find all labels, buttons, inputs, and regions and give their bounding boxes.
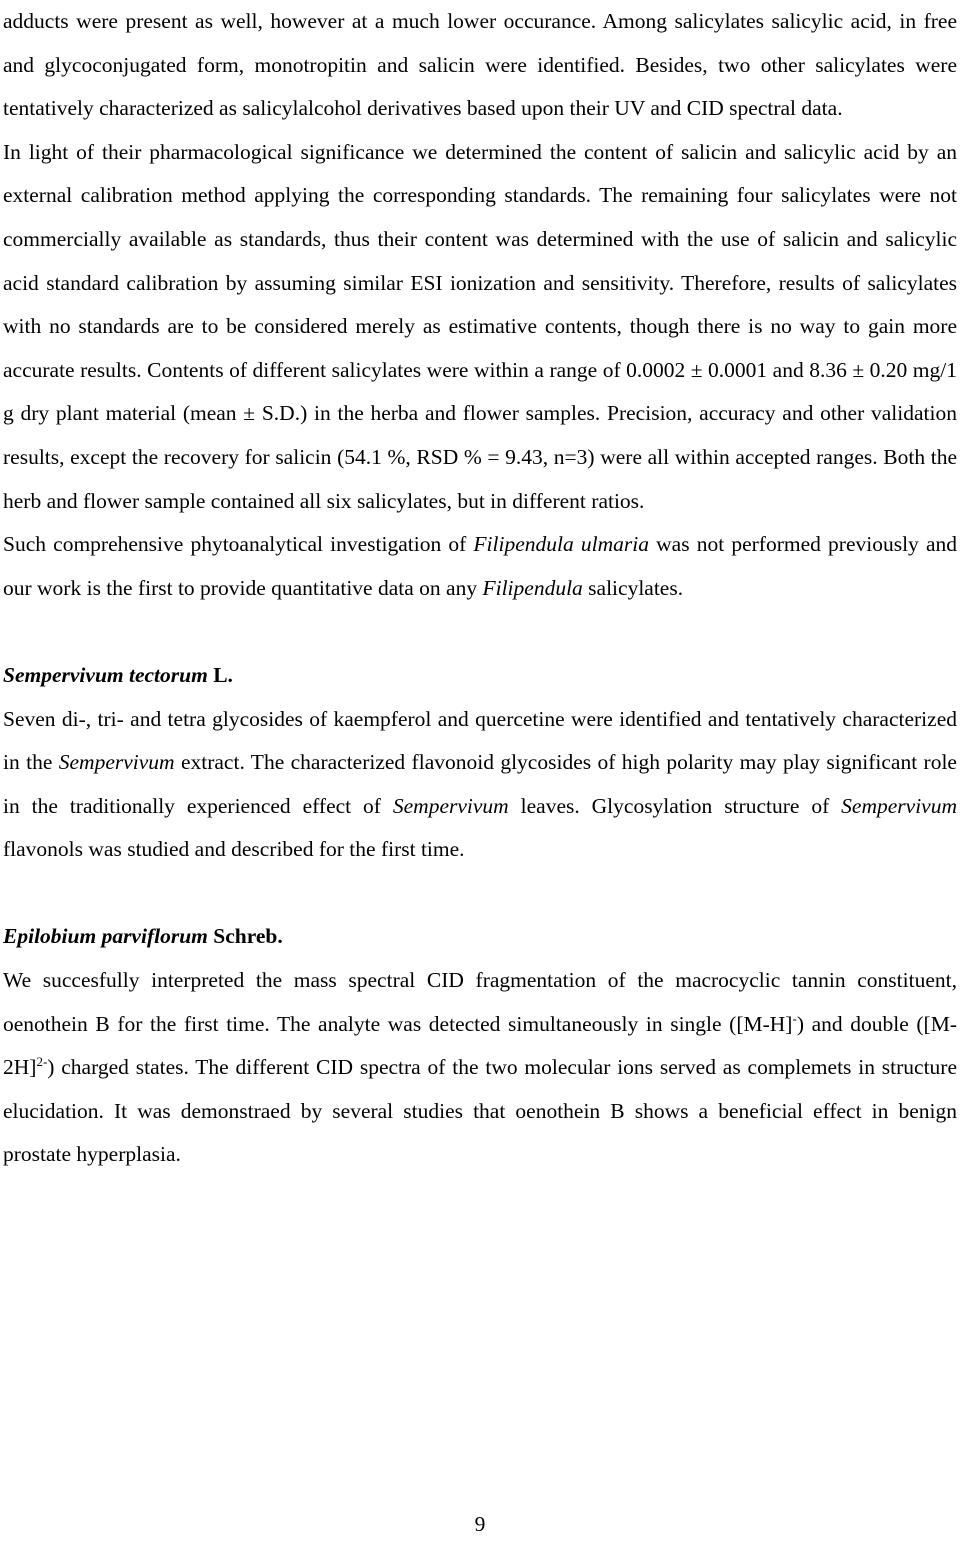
paragraph-text-segment: Seven di-, tri- and tetra glycosides of kaempferol and quercetine were identified and tentatively characterized in the bbox=[3, 706, 957, 775]
paragraph-text-segment: leaves. Glycosylation structure of bbox=[508, 793, 842, 818]
paragraph-salicylates-identification bbox=[3, 0, 957, 131]
paragraph-text-segment: Such comprehensive phytoanalytical investigation of bbox=[3, 532, 474, 557]
species-name: Filipendula ulmaria bbox=[473, 532, 649, 557]
species-name: Sempervivum tectorum bbox=[3, 662, 208, 687]
section-heading-epilobium bbox=[3, 915, 957, 959]
paragraph-salicylates-quantification bbox=[3, 131, 957, 523]
paragraph-text-segment: We succesfully interpreted the mass spectral CID fragmentation of the macrocyclic tannin constituent, oenothein B for the first time. The analyte was detected simultaneously in single ([M-H] bbox=[3, 968, 957, 1036]
genus-name: Sempervivum bbox=[392, 793, 509, 818]
paragraph-text-segment: ) charged states. The different CID spectra of the two molecular ions served as complemets in structure elucidation. It was demonstraed by several studies that oenothein B shows a beneficial effect in benign prostate hyperplasia. bbox=[3, 1055, 957, 1167]
genus-name: Sempervivum bbox=[58, 750, 175, 775]
paragraph-oenothein-b bbox=[3, 959, 957, 1177]
section-spacer bbox=[3, 872, 957, 916]
ion-charge-superscript: 2- bbox=[36, 1054, 48, 1070]
paragraph-text-segment: was not performed previously and our work is the first to provide quantitative data on any bbox=[3, 532, 957, 600]
paragraph-text-segment: salicylates. bbox=[582, 575, 684, 600]
section-heading-sempervivum bbox=[3, 654, 957, 698]
species-name: Epilobium parviflorum bbox=[3, 924, 208, 949]
authority-abbreviation: Schreb. bbox=[207, 924, 283, 949]
genus-name: Filipendula bbox=[482, 575, 583, 600]
section-spacer bbox=[3, 610, 957, 654]
genus-name: Sempervivum bbox=[841, 793, 957, 818]
paragraph-filipendula-summary bbox=[3, 523, 957, 610]
authority-abbreviation: L. bbox=[207, 662, 233, 687]
ion-charge-superscript: - bbox=[792, 1010, 797, 1026]
paragraph-text: adducts were present as well, however at a much lower occurance. Among salicylates salicylic acid, in free and glycoconjugated form, monotropitin and salicin were identified. Besides, two other salicylates were tentatively characterized as salicylalcohol derivatives based upon their UV and CID spectral data. bbox=[3, 9, 957, 121]
paragraph-text-segment: flavonols was studied and described for the first time. bbox=[3, 837, 465, 862]
paragraph-text: In light of their pharmacological significance we determined the content of salicin and salicylic acid by an external calibration method applying the corresponding standards. The remaining four salicylates were not commercially available as standards, thus their content was determined with the use of salicin and salicylic acid standard calibration by assuming similar ESI ionization and sensitivity. Therefore, results of salicylates with no standards are to be considered merely as estimative contents, though there is no way to gain more accurate results. Contents of different salicylates were within a range of 0.0002 ± 0.0001 and 8.36 ± 0.20 mg/1 g dry plant material (mean ± S.D.) in the herba and flower samples. Precision, accuracy and other validation results, except the recovery for salicin (54.1 %, RSD % = 9.43, n=3) were all within accepted ranges. Both the herb and flower sample contained all six salicylates, but in different ratios. bbox=[3, 139, 957, 513]
paragraph-text-segment: extract. The characterized flavonoid glycosides of high polarity may play significant role in the traditionally experienced effect of bbox=[3, 750, 957, 818]
document-body bbox=[3, 0, 957, 1177]
paragraph-text-segment: ) and double ([M-2H] bbox=[3, 1011, 957, 1080]
paragraph-sempervivum-glycosides bbox=[3, 698, 957, 872]
page-number: 9 bbox=[474, 1512, 486, 1536]
